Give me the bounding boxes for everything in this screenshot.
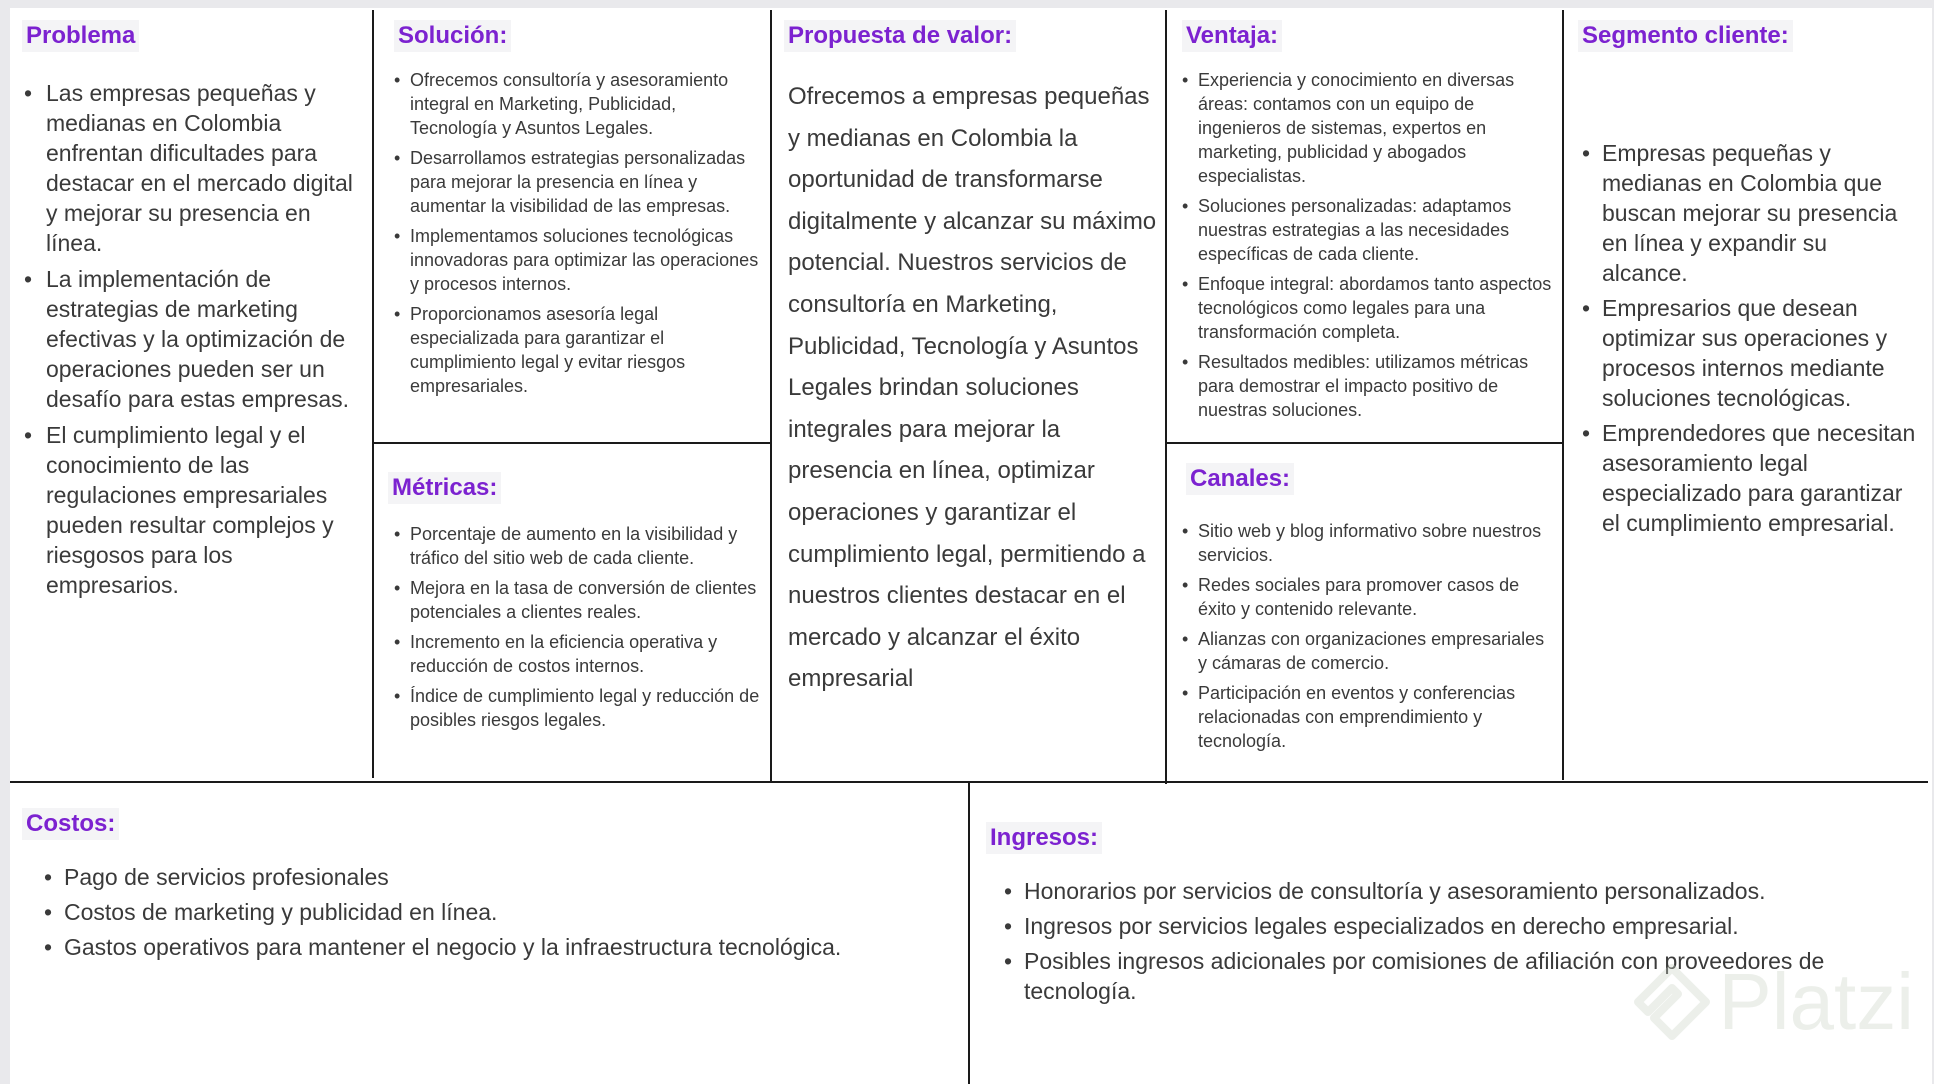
platzi-logo-icon [1634, 964, 1710, 1040]
list-item: • Honorarios por servicios de consultoría y asesoramiento personalizados. [1004, 876, 1886, 906]
divider-v-bottom [968, 783, 970, 1084]
list-item: • Desarrollamos estrategias personalizadas para mejorar la presencia en línea y aumentar la visibilidad de las empresas. [394, 146, 764, 218]
ventaja-title: Ventaja: [1182, 20, 1282, 52]
propuesta-title: Propuesta de valor: [784, 20, 1016, 52]
solucion-title: Solución: [394, 20, 511, 52]
list-item: • Enfoque integral: abordamos tanto aspectos tecnológicos como legales para una transformación completa. [1182, 272, 1557, 344]
divider-v-4 [1562, 10, 1564, 780]
segmento-title: Segmento cliente: [1578, 20, 1793, 52]
list-item: • Soluciones personalizadas: adaptamos nuestras estrategias a las necesidades específicas de cada cliente. [1182, 194, 1557, 266]
canales-title: Canales: [1186, 463, 1294, 495]
list-item: • Emprendedores que necesitan asesoramiento legal especializado para garantizar el cumplimiento empresarial. [1582, 418, 1918, 538]
list-item: • Redes sociales para promover casos de éxito y contenido relevante. [1182, 573, 1557, 621]
divider-h-solucion [372, 442, 770, 444]
platzi-watermark [1634, 956, 1914, 1048]
list-item: • Incremento en la eficiencia operativa y reducción de costos internos. [394, 630, 764, 678]
list-item: • Ingresos por servicios legales especializados en derecho empresarial. [1004, 911, 1886, 941]
divider-h-ventaja [1165, 442, 1562, 444]
list-item: • Empresarios que desean optimizar sus operaciones y procesos internos mediante soluciones tecnológicas. [1582, 293, 1918, 413]
segmento-list [1582, 138, 1918, 538]
problema-title: Problema [22, 20, 139, 52]
list-item: • Empresas pequeñas y medianas en Colombia que buscan mejorar su presencia en línea y expandir su alcance. [1582, 138, 1918, 288]
list-item: • Porcentaje de aumento en la visibilidad y tráfico del sitio web de cada cliente. [394, 522, 764, 570]
canales-list [1182, 519, 1557, 753]
list-item: • Índice de cumplimiento legal y reducción de posibles riesgos legales. [394, 684, 764, 732]
problema-cell [22, 20, 362, 606]
metricas-title: Métricas: [388, 472, 501, 504]
costos-title: Costos: [22, 808, 119, 840]
ventaja-list [1182, 68, 1557, 422]
metricas-cell [388, 472, 764, 738]
list-item: • Experiencia y conocimiento en diversas áreas: contamos con un equipo de ingenieros de sistemas, expertos en marketing, publicidad y abogados especialistas. [1182, 68, 1557, 188]
list-item: • Implementamos soluciones tecnológicas innovadoras para optimizar las operaciones y procesos internos. [394, 224, 764, 296]
watermark-text: Platzi [1718, 957, 1914, 1046]
list-item: • Alianzas con organizaciones empresariales y cámaras de comercio. [1182, 627, 1557, 675]
list-item: • Gastos operativos para mantener el negocio y la infraestructura tecnológica. [44, 932, 952, 962]
propuesta-cell [784, 20, 1160, 700]
ingresos-title: Ingresos: [986, 822, 1102, 854]
list-item: • Las empresas pequeñas y medianas en Colombia enfrentan dificultades para destacar en el mercado digital y mejorar su presencia en línea. [22, 78, 362, 258]
solucion-list [394, 68, 764, 398]
list-item: • Ofrecemos consultoría y asesoramiento integral en Marketing, Publicidad, Tecnología y Asuntos Legales. [394, 68, 764, 140]
problema-list [22, 78, 362, 600]
lean-canvas [10, 8, 1932, 1084]
divider-v-3 [1165, 10, 1167, 784]
list-item: • Costos de marketing y publicidad en línea. [44, 897, 952, 927]
canales-cell [1186, 463, 1557, 759]
list-item: • El cumplimiento legal y el conocimiento de las regulaciones empresariales pueden resultar complejos y riesgosos para los empresarios. [22, 420, 362, 600]
solucion-cell [394, 20, 764, 404]
list-item: • Resultados medibles: utilizamos métricas para demostrar el impacto positivo de nuestras soluciones. [1182, 350, 1557, 422]
divider-v-2 [770, 10, 772, 782]
divider-v-1 [372, 10, 374, 778]
ventaja-cell [1182, 20, 1557, 428]
list-item: • La implementación de estrategias de marketing efectivas y la optimización de operaciones pueden ser un desafío para estas empresas. [22, 264, 362, 414]
list-item: • Proporcionamos asesoría legal especializada para garantizar el cumplimiento legal y evitar riesgos empresariales. [394, 302, 764, 398]
list-item: • Participación en eventos y conferencias relacionadas con emprendimiento y tecnología. [1182, 681, 1557, 753]
list-item: • Sitio web y blog informativo sobre nuestros servicios. [1182, 519, 1557, 567]
segmento-cell [1578, 20, 1918, 543]
propuesta-text: Ofrecemos a empresas pequeñas y medianas en Colombia la oportunidad de transformarse digitalmente y alcanzar su máximo potencial. Nuestros servicios de consultoría en Marketing, Publicidad, Tecnología y Asuntos Legales brindan soluciones integrales para mejorar la presencia en línea, optimizar operaciones y garantizar el cumplimiento legal, permitiendo a nuestros clientes destacar en el mercado y alcanzar el éxito empresarial [788, 83, 1157, 693]
metricas-list [394, 522, 764, 732]
list-item: • Posibles ingresos adicionales por comisiones de afiliación con proveedores de tecnología. [1004, 946, 1886, 1006]
costos-cell [22, 808, 952, 967]
list-item: • Mejora en la tasa de conversión de clientes potenciales a clientes reales. [394, 576, 764, 624]
list-item: • Pago de servicios profesionales [44, 862, 952, 892]
costos-list [44, 862, 952, 962]
